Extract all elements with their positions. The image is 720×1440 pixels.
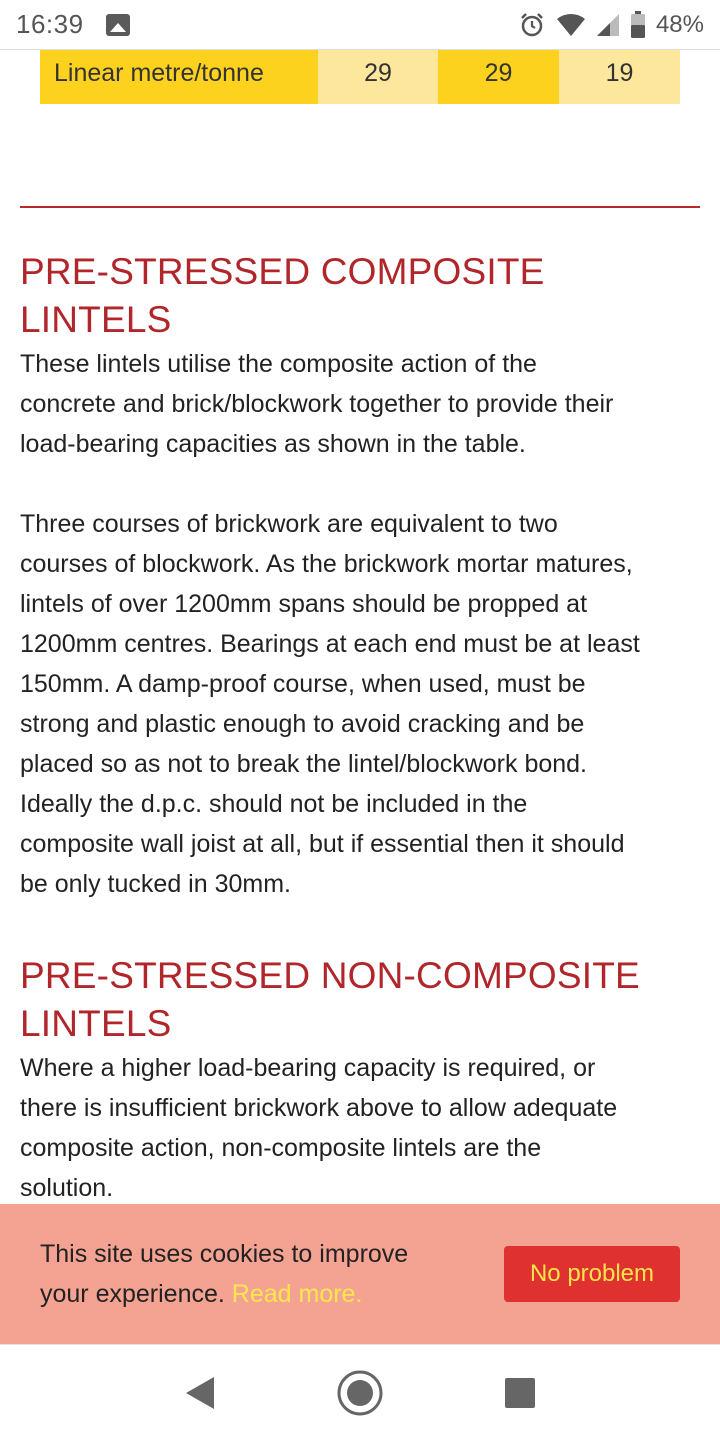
table-cell-value-2: 29 <box>438 50 559 104</box>
non-composite-paragraph: Where a higher load-bearing capacity is required, or there is insufficient brickwork above to allow adequate composite action, non-composite lintels are the solution. <box>20 1054 618 1202</box>
recents-icon <box>504 1377 536 1409</box>
non-composite-lintels-heading: PRE-STRESSED NON-COMPOSITE LINTELS <box>20 955 640 1044</box>
signal-icon <box>596 13 620 37</box>
status-bar <box>0 0 720 50</box>
battery-icon <box>630 11 646 39</box>
cookie-banner <box>0 1204 720 1344</box>
table-row <box>40 50 680 104</box>
composite-lintels-heading: PRE-STRESSED COMPOSITE LINTELS <box>20 251 545 340</box>
table-cell-label: Linear metre/tonne <box>40 50 318 104</box>
article-content <box>20 248 705 1208</box>
table-cell-value-3: 19 <box>559 50 680 104</box>
read-more-link[interactable]: Read more. <box>231 1280 363 1308</box>
wifi-icon <box>556 13 586 37</box>
back-button[interactable] <box>170 1363 230 1423</box>
no-problem-button[interactable]: No problem <box>504 1246 680 1302</box>
composite-detail-paragraph: Three courses of brickwork are equivalent to two courses of blockwork. As the brickwork mortar matures, lintels of over 1200mm spans should be propped at 1200mm centres. Bearings at each end must be at least 150mm. A damp-proof course, when used, must be strong and plastic enough to avoid cracking and be placed so as not to break the lintel/blockwork bond. Ideally the d.p.c. should not be included in the composite wall joist at all, but if essential then it should be only tucked in 30mm. <box>20 510 640 898</box>
composite-intro-paragraph: These lintels utilise the composite action of the concrete and brick/blockwork together to provide their load-bearing capacities as shown in the table. <box>20 350 614 458</box>
home-icon <box>336 1369 384 1417</box>
battery-percent: 48% <box>655 10 704 38</box>
image-icon <box>106 14 130 36</box>
system-nav-bar <box>0 1344 720 1440</box>
alarm-icon <box>518 11 546 39</box>
home-button[interactable] <box>330 1363 390 1423</box>
table-cell-value-1: 29 <box>318 50 438 104</box>
status-time: 16:39 <box>16 9 84 39</box>
status-icons <box>518 11 704 39</box>
cookie-message: This site uses cookies to improve your experience. Read more. <box>40 1240 409 1308</box>
section-divider <box>20 206 700 208</box>
back-icon <box>184 1376 216 1410</box>
recents-button[interactable] <box>490 1363 550 1423</box>
